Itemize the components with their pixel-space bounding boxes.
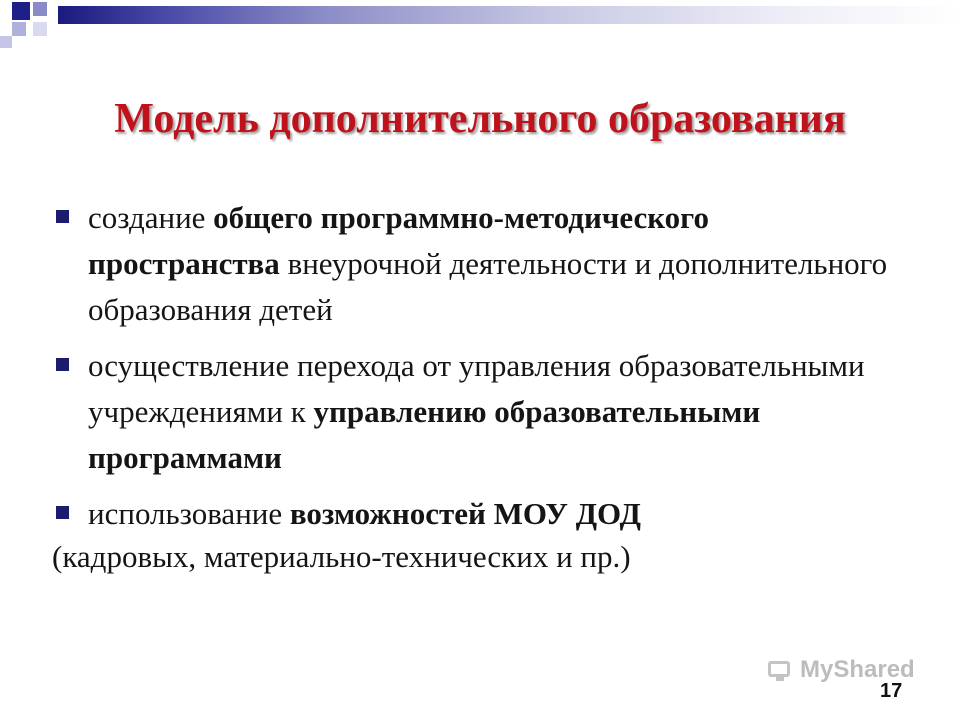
decor-square xyxy=(33,22,47,36)
bullet-square-icon xyxy=(56,358,69,371)
bullet-text-bold: возможностей xyxy=(289,496,494,531)
decor-square xyxy=(12,22,26,36)
decor-square xyxy=(12,2,30,20)
decor-square xyxy=(33,2,47,16)
bullet-text-bold: общего программно-методического пространства xyxy=(88,200,709,281)
header-gradient-bar xyxy=(58,6,960,24)
bullet-item xyxy=(48,343,908,481)
monitor-icon xyxy=(768,659,794,681)
decor-square xyxy=(0,36,12,48)
bullet-list xyxy=(48,195,908,547)
bullet-note: (кадровых, материально-технических и пр.) xyxy=(52,539,631,574)
bullet-item xyxy=(48,491,908,537)
decorative-squares xyxy=(0,0,60,60)
bullet-text: использование xyxy=(88,496,290,531)
bullet-square-icon xyxy=(56,210,69,223)
watermark-text: MyShared xyxy=(800,656,915,683)
page-number: 17 xyxy=(880,680,903,702)
bullet-text: создание xyxy=(88,200,214,235)
bullet-text-bold: управлению образовательными программами xyxy=(88,394,761,475)
slide-title: Модель дополнительного образования xyxy=(114,96,846,142)
bullet-square-icon xyxy=(56,506,69,519)
bullet-text: осуществление перехода от управления образовательными учреждениями к xyxy=(88,348,865,429)
bullet-item xyxy=(48,195,908,333)
bullet-text-bold: МОУ ДОД xyxy=(493,496,641,531)
bullet-text: внеурочной деятельности и дополнительного образования детей xyxy=(88,246,888,327)
